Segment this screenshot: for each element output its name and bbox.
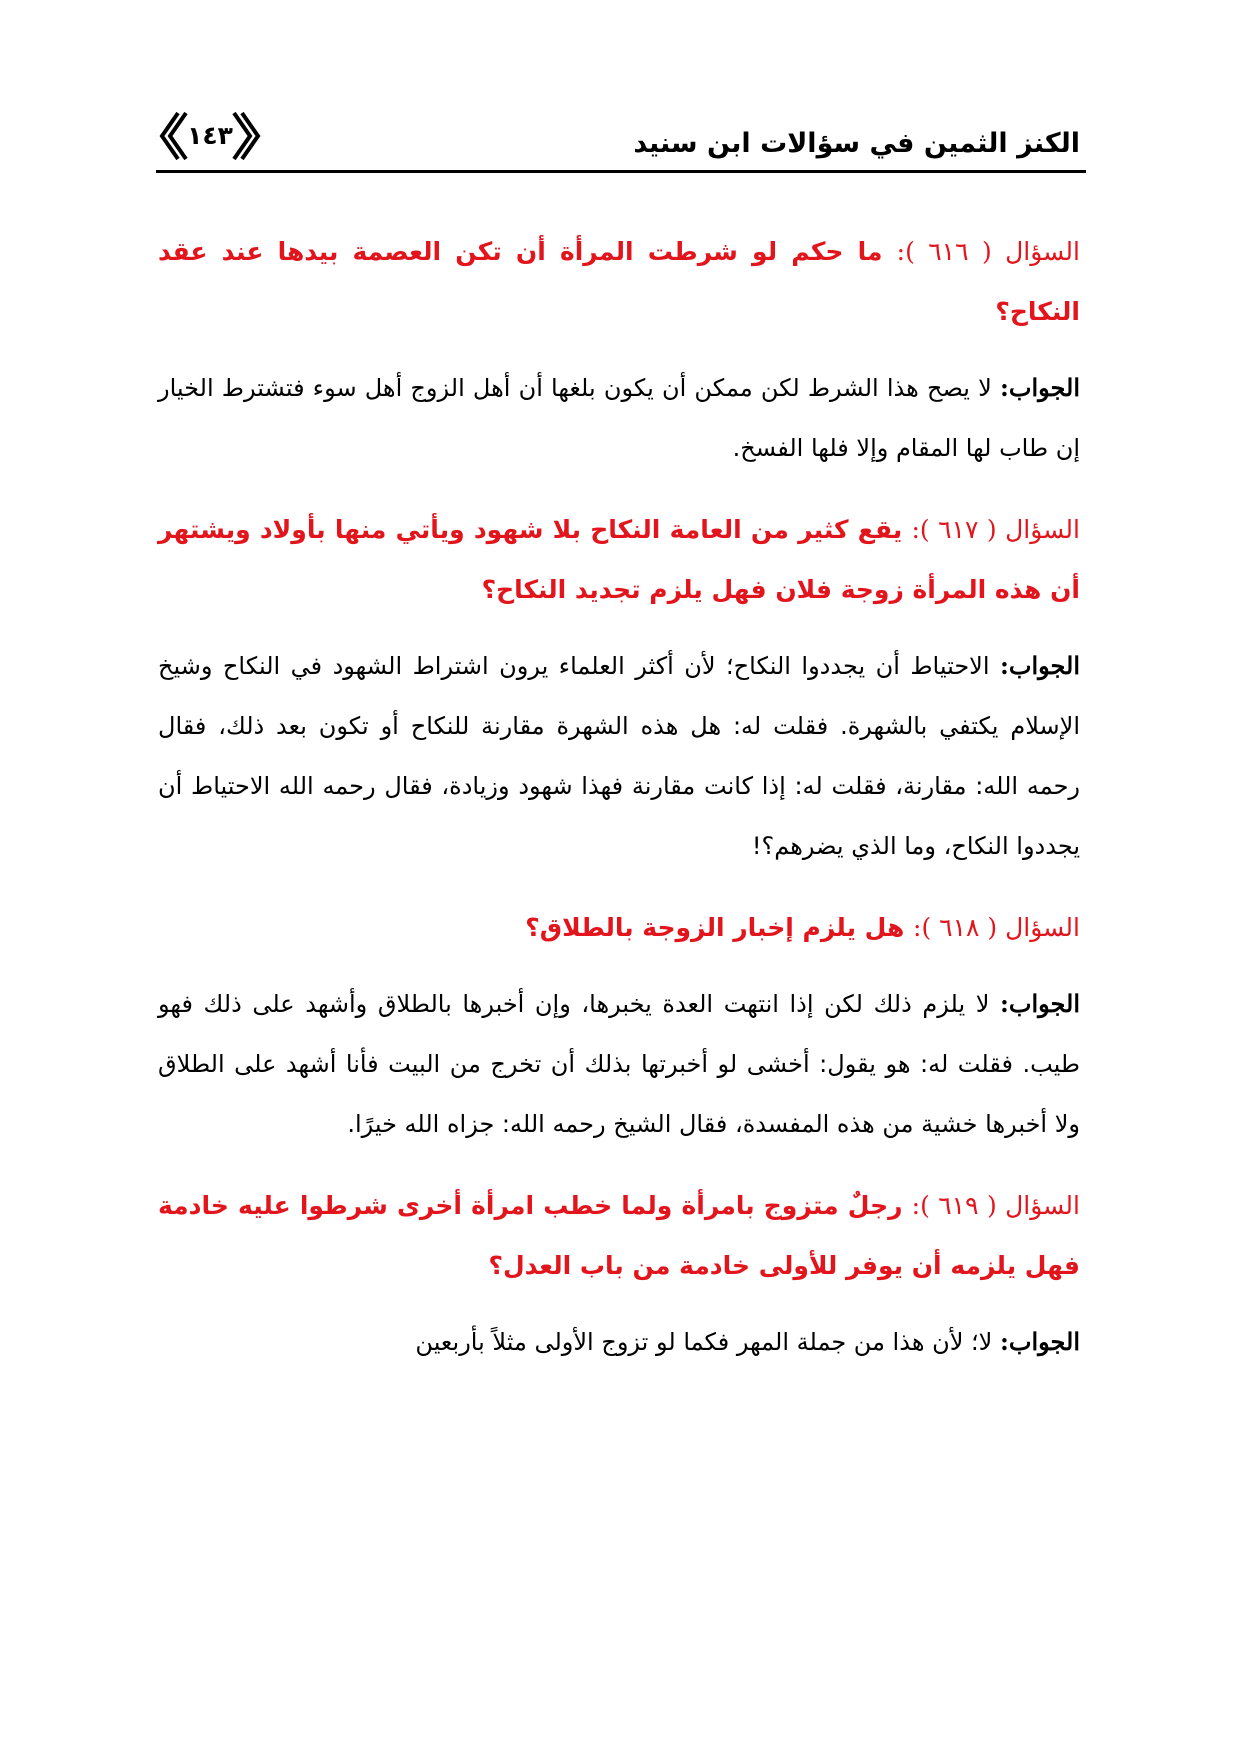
answer-text: الاحتياط أن يجددوا النكاح؛ لأن أكثر العلماء يرون اشتراط الشهود في النكاح وشيخ الإسلام يكتفي بالشهرة. فقلت له: هل هذه الشهرة مقارنة للنكاح أو تكون بعد ذلك، فقال رحمه الله: مقارنة، فقلت له: إذا كانت مقارنة فهذا شهود وزيادة، فقال رحمه الله الاحتياط أن يجددوا النكاح، وما الذي يضرهم؟! bbox=[158, 652, 1080, 860]
question-text: رجلٌ متزوج بامرأة ولما خطب امرأة أخرى شرطوا عليه خادمة فهل يلزمه أن يوفر للأولى خادمة من باب العدل؟ bbox=[158, 1191, 1080, 1280]
question-617 bbox=[158, 500, 1080, 620]
question-label: السؤال ( ٦١٨ ): bbox=[913, 913, 1080, 942]
answer-text: لا يصح هذا الشرط لكن ممكن أن يكون بلغها أن أهل الزوج أهل سوء فتشترط الخيار إن طاب لها المقام وإلا فلها الفسخ. bbox=[158, 374, 1080, 462]
main-content bbox=[158, 222, 1080, 1394]
answer-618 bbox=[158, 974, 1080, 1154]
answer-text: لا؛ لأن هذا من جملة المهر فكما لو تزوج الأولى مثلاً بأربعين bbox=[415, 1328, 1000, 1356]
book-title: الكنز الثمين في سؤالات ابن سنيد bbox=[633, 128, 1080, 159]
page-number: ١٤٣ bbox=[187, 121, 233, 150]
question-label: السؤال ( ٦١٧ ): bbox=[911, 515, 1080, 544]
question-text: يقع كثير من العامة النكاح بلا شهود ويأتي منها بأولاد ويشتهر أن هذه المرأة زوجة فلان فهل يلزم تجديد النكاح؟ bbox=[158, 515, 1080, 604]
answer-617 bbox=[158, 636, 1080, 876]
answer-text: لا يلزم ذلك لكن إذا انتهت العدة يخبرها، وإن أخبرها بالطلاق وأشهد على ذلك فهو طيب. فقلت له: هو يقول: أخشى لو أخبرتها بذلك أن تخرج من البيت فأنا أشهد على الطلاق ولا أخبرها خشية من هذه المفسدة، فقال الشيخ رحمه الله: جزاه الله خيرًا. bbox=[158, 990, 1080, 1138]
answer-616 bbox=[158, 358, 1080, 478]
answer-label: الجواب: bbox=[1000, 1327, 1080, 1356]
answer-619 bbox=[158, 1312, 1080, 1372]
question-text: ما حكم لو شرطت المرأة أن تكن العصمة بيدها عند عقد النكاح؟ bbox=[158, 237, 1080, 326]
answer-label: الجواب: bbox=[1000, 373, 1080, 402]
question-label: السؤال ( ٦١٦ ): bbox=[896, 237, 1080, 266]
page-number-badge bbox=[156, 111, 264, 161]
question-label: السؤال ( ٦١٩ ): bbox=[911, 1191, 1080, 1220]
question-618 bbox=[158, 898, 1080, 958]
question-text: هل يلزم إخبار الزوجة بالطلاق؟ bbox=[525, 913, 914, 942]
question-616 bbox=[158, 222, 1080, 342]
question-619 bbox=[158, 1176, 1080, 1296]
answer-label: الجواب: bbox=[1000, 989, 1080, 1018]
answer-label: الجواب: bbox=[1000, 651, 1080, 680]
header-divider bbox=[156, 170, 1086, 173]
